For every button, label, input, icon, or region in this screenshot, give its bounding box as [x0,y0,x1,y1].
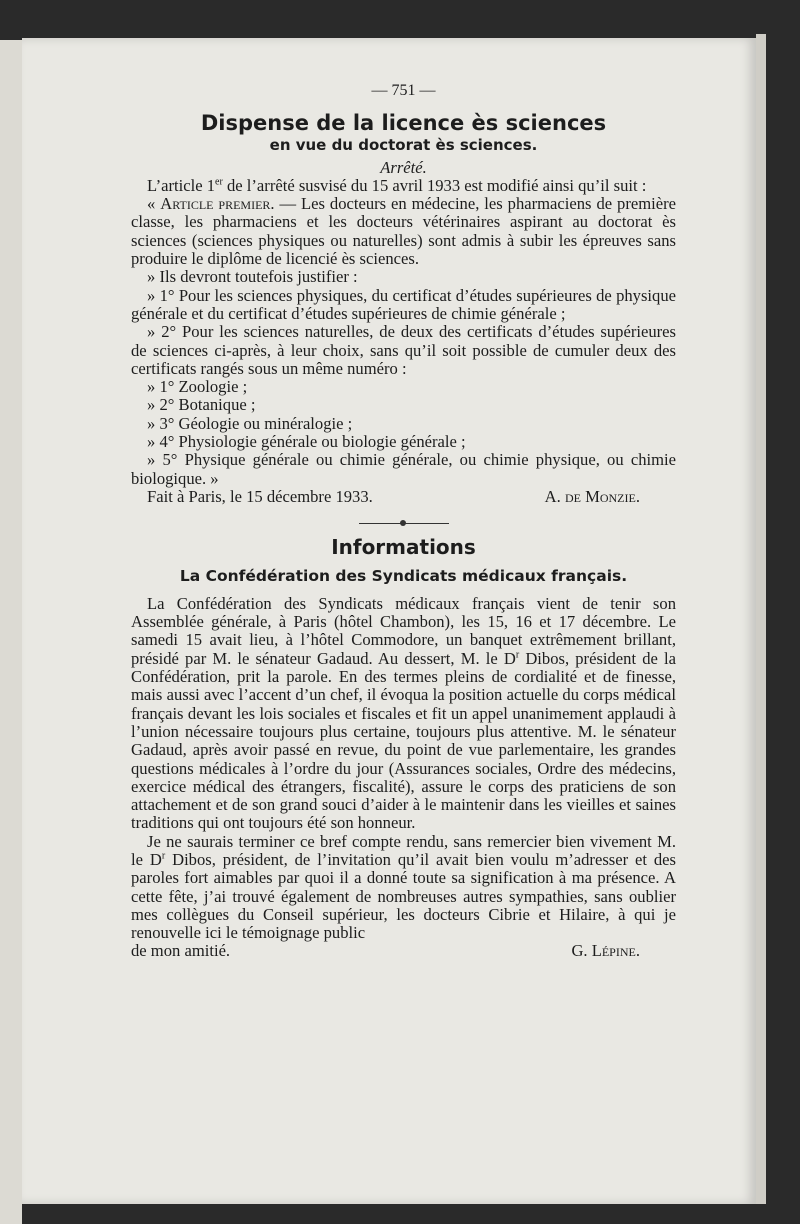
intro-text-b: de l’arrêté susvisé du 15 avril 1933 est modifié ainsi qu’il suit : [222,175,647,195]
section-title: Dispense de la licence ès sciences [200,111,607,136]
signed-place: Fait à Paris, le 15 décembre 1933. [147,486,373,506]
separator-ornament [359,520,449,526]
article-quote-mark: « [147,194,161,214]
page-content [131,82,676,961]
superscript: r [161,850,166,862]
body-paragraph [131,595,676,833]
author-signature [571,942,640,960]
section-subtitle: La Confédération des Syndicats médicaux français. [179,566,628,585]
justify-paragraph: » Ils devront toutefois justifier : [147,267,358,287]
author-surname: Lépine. [591,941,640,961]
item2-paragraph: » 2° Pour les sciences naturelles, de deux des certificats d’études supérieures de sciences ci-après, à leur choix, sans qu’il soit possible de cumuler deux des certificats rangés sous un même numéro : [131,322,676,378]
paragraph-text-b: Dibos, président, de l’invitation qu’il avait bien voulu m’adresser et des paroles fort aimables par quoi il a donné toute sa signification à ma présence. A cette fête, j’ai trouvé également de nombreuses autres sympathies, sans oublier mes collègues du Conseil supérieur, les docteurs Cibrie et Hilaire, à qui je renouvelle ici le témoignage public [131,849,676,943]
item1-paragraph: » 1° Pour les sciences physiques, du certificat d’études supérieures de physique générale et du certificat d’études supérieures de chimie générale ; [131,285,676,323]
left-page-edge [0,40,22,1224]
signed-surname: de Monzie. [564,486,640,506]
list-item: » 2° Botanique ; [147,395,256,415]
paragraph-text-a: Je ne saurais terminer ce bref compte rendu, sans remercier bien vivement M. le D [131,831,676,869]
list-item: » 5° Physique générale ou chimie générale, ou chimie physique, ou chimie biologique. » [131,450,676,488]
closing-text: de mon amitié. [131,941,231,961]
signed-name [545,488,640,506]
superscript: r [515,649,520,661]
signature-row [131,488,676,506]
intro-superscript: er [215,176,223,188]
right-page-edge [756,34,766,1204]
list-item: » 1° Zoologie ; [147,377,248,397]
signed-initial: A. [544,486,565,506]
article-text: — Les docteurs en médecine, les pharmaciens de première classe, les pharmaciens et les docteurs vétérinaires aspirant au doctorat ès sciences (sciences physiques ou naturelles) sont admis à subir les épreuves sans produire le diplôme de licencié ès sciences. [131,194,676,269]
section-dispense [131,112,676,506]
section-informations [131,535,676,961]
section-subtitle: en vue du doctorat ès sciences. [269,136,538,155]
list-item: » 4° Physiologie générale ou biologie générale ; [147,432,466,452]
intro-paragraph [131,177,676,195]
paragraph-text-b: Dibos, président de la Confédération, prit la parole. En des termes pleins de cordialité et de finesse, mais aussi avec l’accent d’un chef, il évoqua la position actuelle du corps médical français devant les lois sociales et fiscales et fit un appel unanimement applaudi à l’union nécessaire toujours plus certaine, toujours plus attentive. M. le sénateur Gadaud, après avoir passé en revue, du point de vue parlementaire, les grandes questions médicales à l’ordre du jour (Assurances sociales, Ordre des médecins, exercice médical des étrangers, fiscalité), assure le corps des praticiens de son attachement et de son grand souci d’aider à le maintenir dans les vieilles et saines traditions qui ont toujours été son honneur. [131,648,676,833]
article-paragraph [131,195,676,268]
section-title: Informations [331,535,476,560]
page-number: — 751 — [371,82,436,99]
list-item: » 3° Géologie ou minéralogie ; [147,413,353,433]
body-paragraph [131,833,676,943]
article-label: Article premier. [160,194,275,214]
paragraph-text-a: La Confédération des Syndicats médicaux français vient de tenir son Assemblée générale, à Paris (hôtel Chambon), les 15, 16 et 17 décembre. Le samedi 15 avait lieu, à l’hôtel Commodore, un banquet extrêmement brillant, présidé par M. le sénateur Gadaud. Au dessert, M. le D [131,593,676,668]
arrete-heading: Arrêté. [380,157,427,177]
closing-row [131,942,676,960]
author-initial: G. [571,941,592,961]
intro-text-a: L’article 1 [147,175,216,195]
